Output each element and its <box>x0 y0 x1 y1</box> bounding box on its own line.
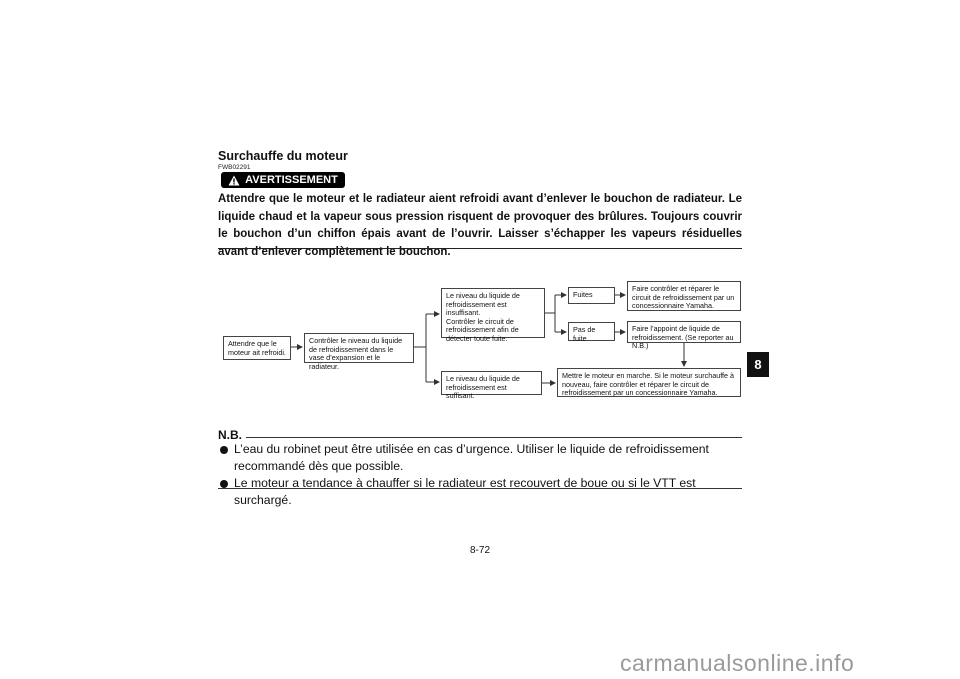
flow-box-sufficient: Le niveau du liquide de refroidissement est suffisant. <box>441 371 542 395</box>
section-title: Surchauffe du moteur <box>218 149 348 163</box>
warning-text: Attendre que le moteur et le radiateur aient refroidi avant d’enlever le bouchon de radiateur. Le liquide chaud et la vapeur sous pression risquent de provoquer des brûlures. Toujours couvrir le bouchon d’un chiffon épais avant de l’ouvrir. Laisser s’échapper les vapeurs résiduelles avant d’enlever complètement le bouchon. <box>218 193 742 258</box>
chapter-tab: 8 <box>747 352 769 377</box>
flow-box-top-up: Faire l’appoint de liquide de refroidissement. (Se reporter au N.B.) <box>627 321 741 343</box>
warning-label: AVERTISSEMENT <box>245 174 338 186</box>
note-bullet: L’eau du robinet peut être utilisée en cas d’urgence. Utiliser le liquide de refroidissement recommandé dès que possible. <box>218 441 744 475</box>
flow-box-insufficient: Le niveau du liquide de refroidissement est insuffisant. Contrôler le circuit de refroidissement afin de détecter toute fuite. <box>441 288 545 338</box>
note-top-rule <box>246 437 742 438</box>
note-label: N.B. <box>218 428 242 442</box>
flow-box-start: Attendre que le moteur ait refroidi. <box>223 336 291 360</box>
flow-box-leaks: Fuites <box>568 287 615 304</box>
flow-box-no-leak: Pas de fuite <box>568 322 615 341</box>
bullet-icon <box>220 480 228 488</box>
note-bullet: Le moteur a tendance à chauffer si le radiateur est recouvert de boue ou si le VTT est surchargé. <box>218 475 744 509</box>
flow-box-check-level: Contrôler le niveau du liquide de refroidissement dans le vase d’expansion et le radiateur. <box>304 333 414 363</box>
flow-box-restart: Mettre le moteur en marche. Si le moteur surchauffe à nouveau, faire contrôler et réparer le circuit de refroidissement par un concessionnaire Yamaha. <box>557 368 741 397</box>
note-bottom-rule <box>218 488 742 489</box>
reference-code: FWB02291 <box>218 164 251 171</box>
watermark: carmanualsonline.info <box>620 650 855 676</box>
flow-box-repair: Faire contrôler et réparer le circuit de refroidissement par un concessionnaire Yamaha. <box>627 281 741 311</box>
page-number: 8-72 <box>469 545 490 556</box>
bullet-icon <box>220 446 228 454</box>
